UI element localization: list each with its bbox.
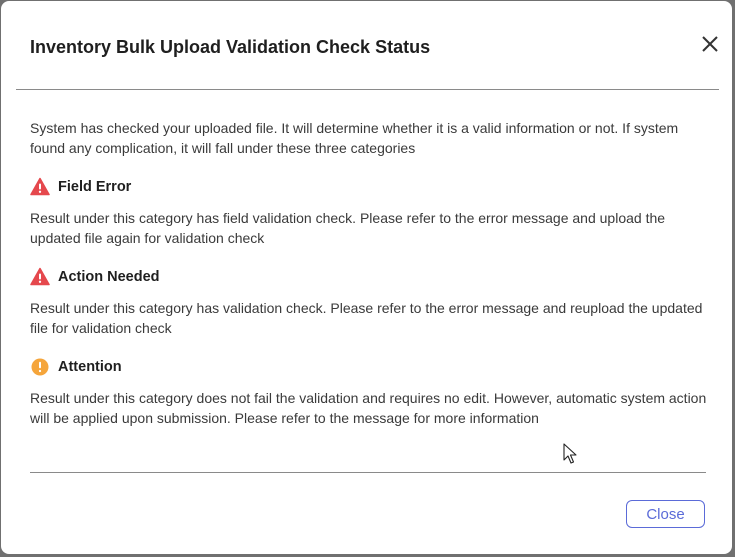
category-field-error [30, 177, 131, 197]
warning-triangle-icon [30, 267, 50, 287]
category-description: Result under this category has field validation check. Please refer to the error message and upload the updated file again for validation check [30, 210, 666, 246]
validation-status-dialog [1, 1, 732, 554]
category-title: Attention [58, 359, 122, 375]
footer-divider [30, 472, 706, 473]
header-divider [16, 89, 719, 90]
category-description: Result under this category does not fail the validation and requires no edit. However, automatic system action will be applied upon submission. Please refer to the message for more information [30, 390, 707, 426]
mouse-pointer-icon [563, 443, 579, 465]
category-attention [30, 357, 122, 377]
exclamation-circle-icon [30, 357, 50, 377]
intro-text: System has checked your uploaded file. It will determine whether it is a valid information or not. If system found any complication, it will fall under these three categories [30, 120, 679, 156]
close-button[interactable]: Close [626, 500, 705, 528]
category-description: Result under this category has validation check. Please refer to the error message and reupload the updated file for validation check [30, 300, 703, 336]
warning-triangle-icon [30, 177, 50, 197]
category-title: Action Needed [58, 269, 160, 285]
category-action-needed [30, 267, 160, 287]
dialog-title: Inventory Bulk Upload Validation Check Status [30, 37, 431, 57]
close-icon[interactable] [699, 33, 721, 55]
category-title: Field Error [58, 179, 132, 195]
